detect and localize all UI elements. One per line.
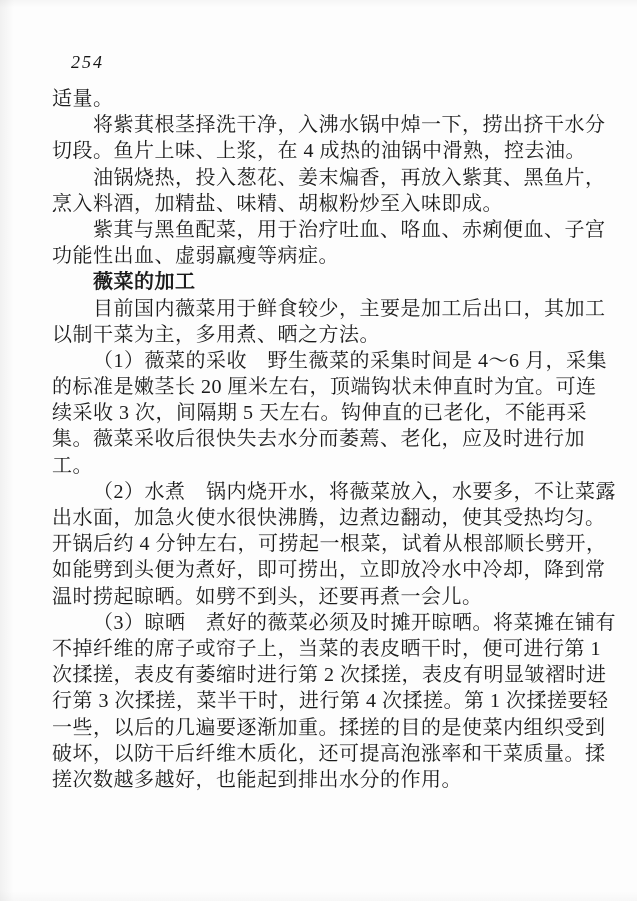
text-line: 续采收 3 次，间隔期 5 天左右。钩伸直的已老化，不能再采 xyxy=(52,402,587,425)
text-line: （3）晾晒 煮好的薇菜必须及时摊开晾晒。将菜摊在铺有 xyxy=(93,611,616,634)
section-heading: 薇菜的加工 xyxy=(93,271,196,294)
text-line: 以制干菜为主，多用煮、晒之方法。 xyxy=(52,323,380,346)
text-line: 切段。鱼片上味、上浆，在 4 成热的油锅中滑熟，控去油。 xyxy=(52,140,586,163)
text-line: 的标准是嫩茎长 20 厘米左右，顶端钩状未伸直时为宜。可连 xyxy=(52,376,597,399)
text-line: 开锅后约 4 分钟左右，可捞起一根菜，试着从根部顺长劈开， xyxy=(52,533,607,556)
text-line: （2）水煮 锅内烧开水，将薇菜放入，水要多，不让菜露 xyxy=(93,480,616,503)
text-line: 集。薇菜采收后很快失去水分而萎蔫、老化，应及时进行加 xyxy=(52,428,585,451)
text-line: 工。 xyxy=(52,454,93,477)
text-line: 不掉纤维的席子或帘子上，当菜的表皮晒干时，便可进行第 1 xyxy=(52,637,601,660)
text-line: 将紫萁根茎择洗干净，入沸水锅中焯一下，捞出挤干水分 xyxy=(93,114,606,137)
body-text xyxy=(52,86,616,793)
text-line: 烹入料酒，加精盐、味精、胡椒粉炒至入味即成。 xyxy=(52,192,503,215)
text-line: 温时捞起晾晒。如劈不到头，还要再煮一会儿。 xyxy=(52,585,483,608)
text-line: 如能劈到头便为煮好，即可捞出，立即放冷水中冷却，降到常 xyxy=(52,559,606,582)
text-line: 功能性出血、虚弱羸瘦等病症。 xyxy=(52,245,339,268)
text-line: 紫萁与黑鱼配菜，用于治疗吐血、咯血、赤痢便血、子宫 xyxy=(93,218,606,241)
text-line: （1）薇菜的采收 野生薇菜的采集时间是 4～6 月，采集 xyxy=(93,349,607,372)
scan-artifact-left-edge xyxy=(0,0,16,901)
scan-artifact-top-edge xyxy=(0,0,637,8)
text-line: 目前国内薇菜用于鲜食较少，主要是加工后出口，其加工 xyxy=(93,297,606,320)
text-line: 破坏，以防干后纤维木质化，还可提高泡涨率和干菜质量。揉 xyxy=(52,742,606,765)
text-line: 油锅烧热，投入葱花、姜末煸香，再放入紫萁、黑鱼片， xyxy=(93,166,606,189)
text-line: 搓次数越多越好，也能起到排出水分的作用。 xyxy=(52,768,462,791)
text-line: 一些，以后的几遍要逐渐加重。揉搓的目的是使菜内组织受到 xyxy=(52,716,606,739)
page-number: 254 xyxy=(71,52,104,72)
text-line: 次揉搓，表皮有萎缩时进行第 2 次揉搓，表皮有明显皱褶时进 xyxy=(52,664,607,687)
text-line: 出水面，加急火使水很快沸腾，边煮边翻动，使其受热均匀。 xyxy=(52,507,606,529)
text-line: 行第 3 次揉搓，菜半干时，进行第 4 次揉搓。第 1 次揉搓要轻 xyxy=(52,690,609,713)
text-line: 适量。 xyxy=(52,88,114,110)
scan-artifact-bottom-edge xyxy=(0,891,637,901)
